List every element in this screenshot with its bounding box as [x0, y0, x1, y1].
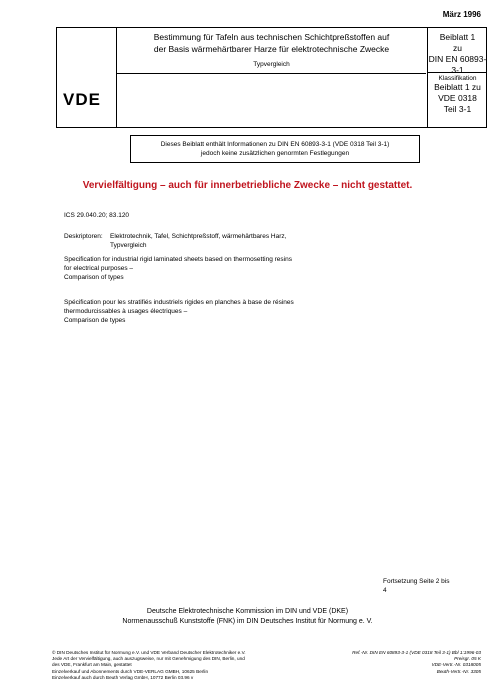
french-line-2: thermodurcissables à usages électriques –: [64, 308, 188, 315]
legal-line-2: Jede Art der Vervielfältigung, auch auszugsweise, nur mit Genehmigung des DIN, Berlin, und: [52, 656, 245, 662]
klassifikation-label: Klassifikation: [438, 75, 477, 82]
vde-line-1: Beiblatt 1 zu: [434, 82, 481, 92]
ref-line-3: VDE-Vertr.-Nr. 0318005: [431, 662, 481, 668]
document-subtitle: Typvergleich: [253, 61, 290, 68]
vde-line-3: Teil 3-1: [443, 104, 472, 114]
ref-line-2: Preisgr. 05 K: [454, 656, 481, 662]
sheet-line-2: zu: [453, 43, 462, 53]
english-title: [64, 255, 394, 282]
french-line-3: Comparison de types: [64, 317, 126, 324]
info-line-1: Dieses Beiblatt enthält Informationen zu DIN EN 60893-3-1 (VDE 0318 Teil 3-1): [160, 141, 390, 148]
french-line-1: Spécification pour les stratifiés industriels rigides en planches à base de résines: [64, 299, 294, 306]
copy-warning: Vervielfältigung – auch für innerbetriebliche Zwecke – nicht gestattet.: [82, 180, 413, 191]
descriptors-line-2: Typvergleich: [110, 242, 147, 249]
issuing-organizations: [0, 607, 495, 627]
info-line-2: jedoch keine zusätzlichen genormten Festlegungen: [200, 150, 350, 157]
publication-date: März 1996: [442, 10, 481, 19]
logo-cell: [57, 28, 117, 127]
sheet-line-1: Beiblatt 1: [439, 32, 476, 42]
english-line-2: for electrical purposes –: [64, 265, 134, 272]
legal-line-3: des VDE, Frankfurt am Main, gestattet: [52, 662, 132, 668]
vde-reference: [428, 82, 487, 115]
title-line-1: Bestimmung für Tafeln aus technischen Schichtpreßstoffen auf: [153, 32, 390, 42]
english-line-3: Comparison of types: [64, 274, 124, 281]
ref-line-1: Ref.-Nr. DIN EN 60893-3-1 (VDE 0318 Teil 3-1) Bbl 1:1996-03: [352, 650, 481, 655]
title-line-2: der Basis wärmehärtbarer Harze für elektrotechnische Zwecke: [153, 44, 390, 54]
legal-line-4: Einzelverkauf und Abonnements durch VDE-VERLAG GMBH, 10625 Berlin: [52, 668, 209, 674]
english-line-1: Specification for industrial rigid laminated sheets based on thermosetting resins: [64, 256, 292, 263]
descriptors-line-1: Elektrotechnik, Tafel, Schichtpreßstoff, wärmehärtbares Harz,: [110, 233, 287, 240]
continuation-note: [383, 577, 463, 595]
title-cell: [117, 28, 426, 74]
vde-logo: VDE: [63, 90, 101, 109]
legal-line-5: Einzelverkauf auch durch Beuth Verlag GmbH, 10772 Berlin 03.96 v: [52, 674, 194, 680]
din-reference: [428, 28, 487, 73]
vde-line-2: VDE 0318: [438, 93, 477, 103]
descriptors-values: [110, 232, 430, 250]
reference-numbers: [301, 650, 481, 675]
copyright-notice: [52, 650, 302, 681]
document-title: [117, 28, 426, 55]
ref-line-4: Beuth-Vertr.-Nr. 3305: [436, 668, 481, 674]
header-table: [56, 27, 487, 128]
legal-line-1: © DIN Deutsches Institut für Normung e.V. und VDE Verband Deutscher Elektrotechniker e.V.: [52, 650, 246, 655]
continuation-line-1: Fortsetzung Seite 2 bis: [383, 578, 450, 585]
ics-codes: ICS 29.040.20; 83.120: [64, 212, 130, 219]
continuation-line-2: 4: [383, 587, 387, 594]
sheet-line-3: DIN EN 60893-3-1: [428, 54, 487, 75]
information-box: [130, 135, 420, 163]
organization-line-2: Normenausschuß Kunststoffe (FNK) im DIN Deutsches Institut für Normung e. V.: [122, 618, 373, 625]
organization-line-1: Deutsche Elektrotechnische Kommission im DIN und VDE (DKE): [146, 608, 349, 615]
french-title: [64, 298, 394, 325]
sheet-info-cell: [427, 28, 487, 127]
descriptors-label: Deskriptoren:: [64, 233, 103, 240]
